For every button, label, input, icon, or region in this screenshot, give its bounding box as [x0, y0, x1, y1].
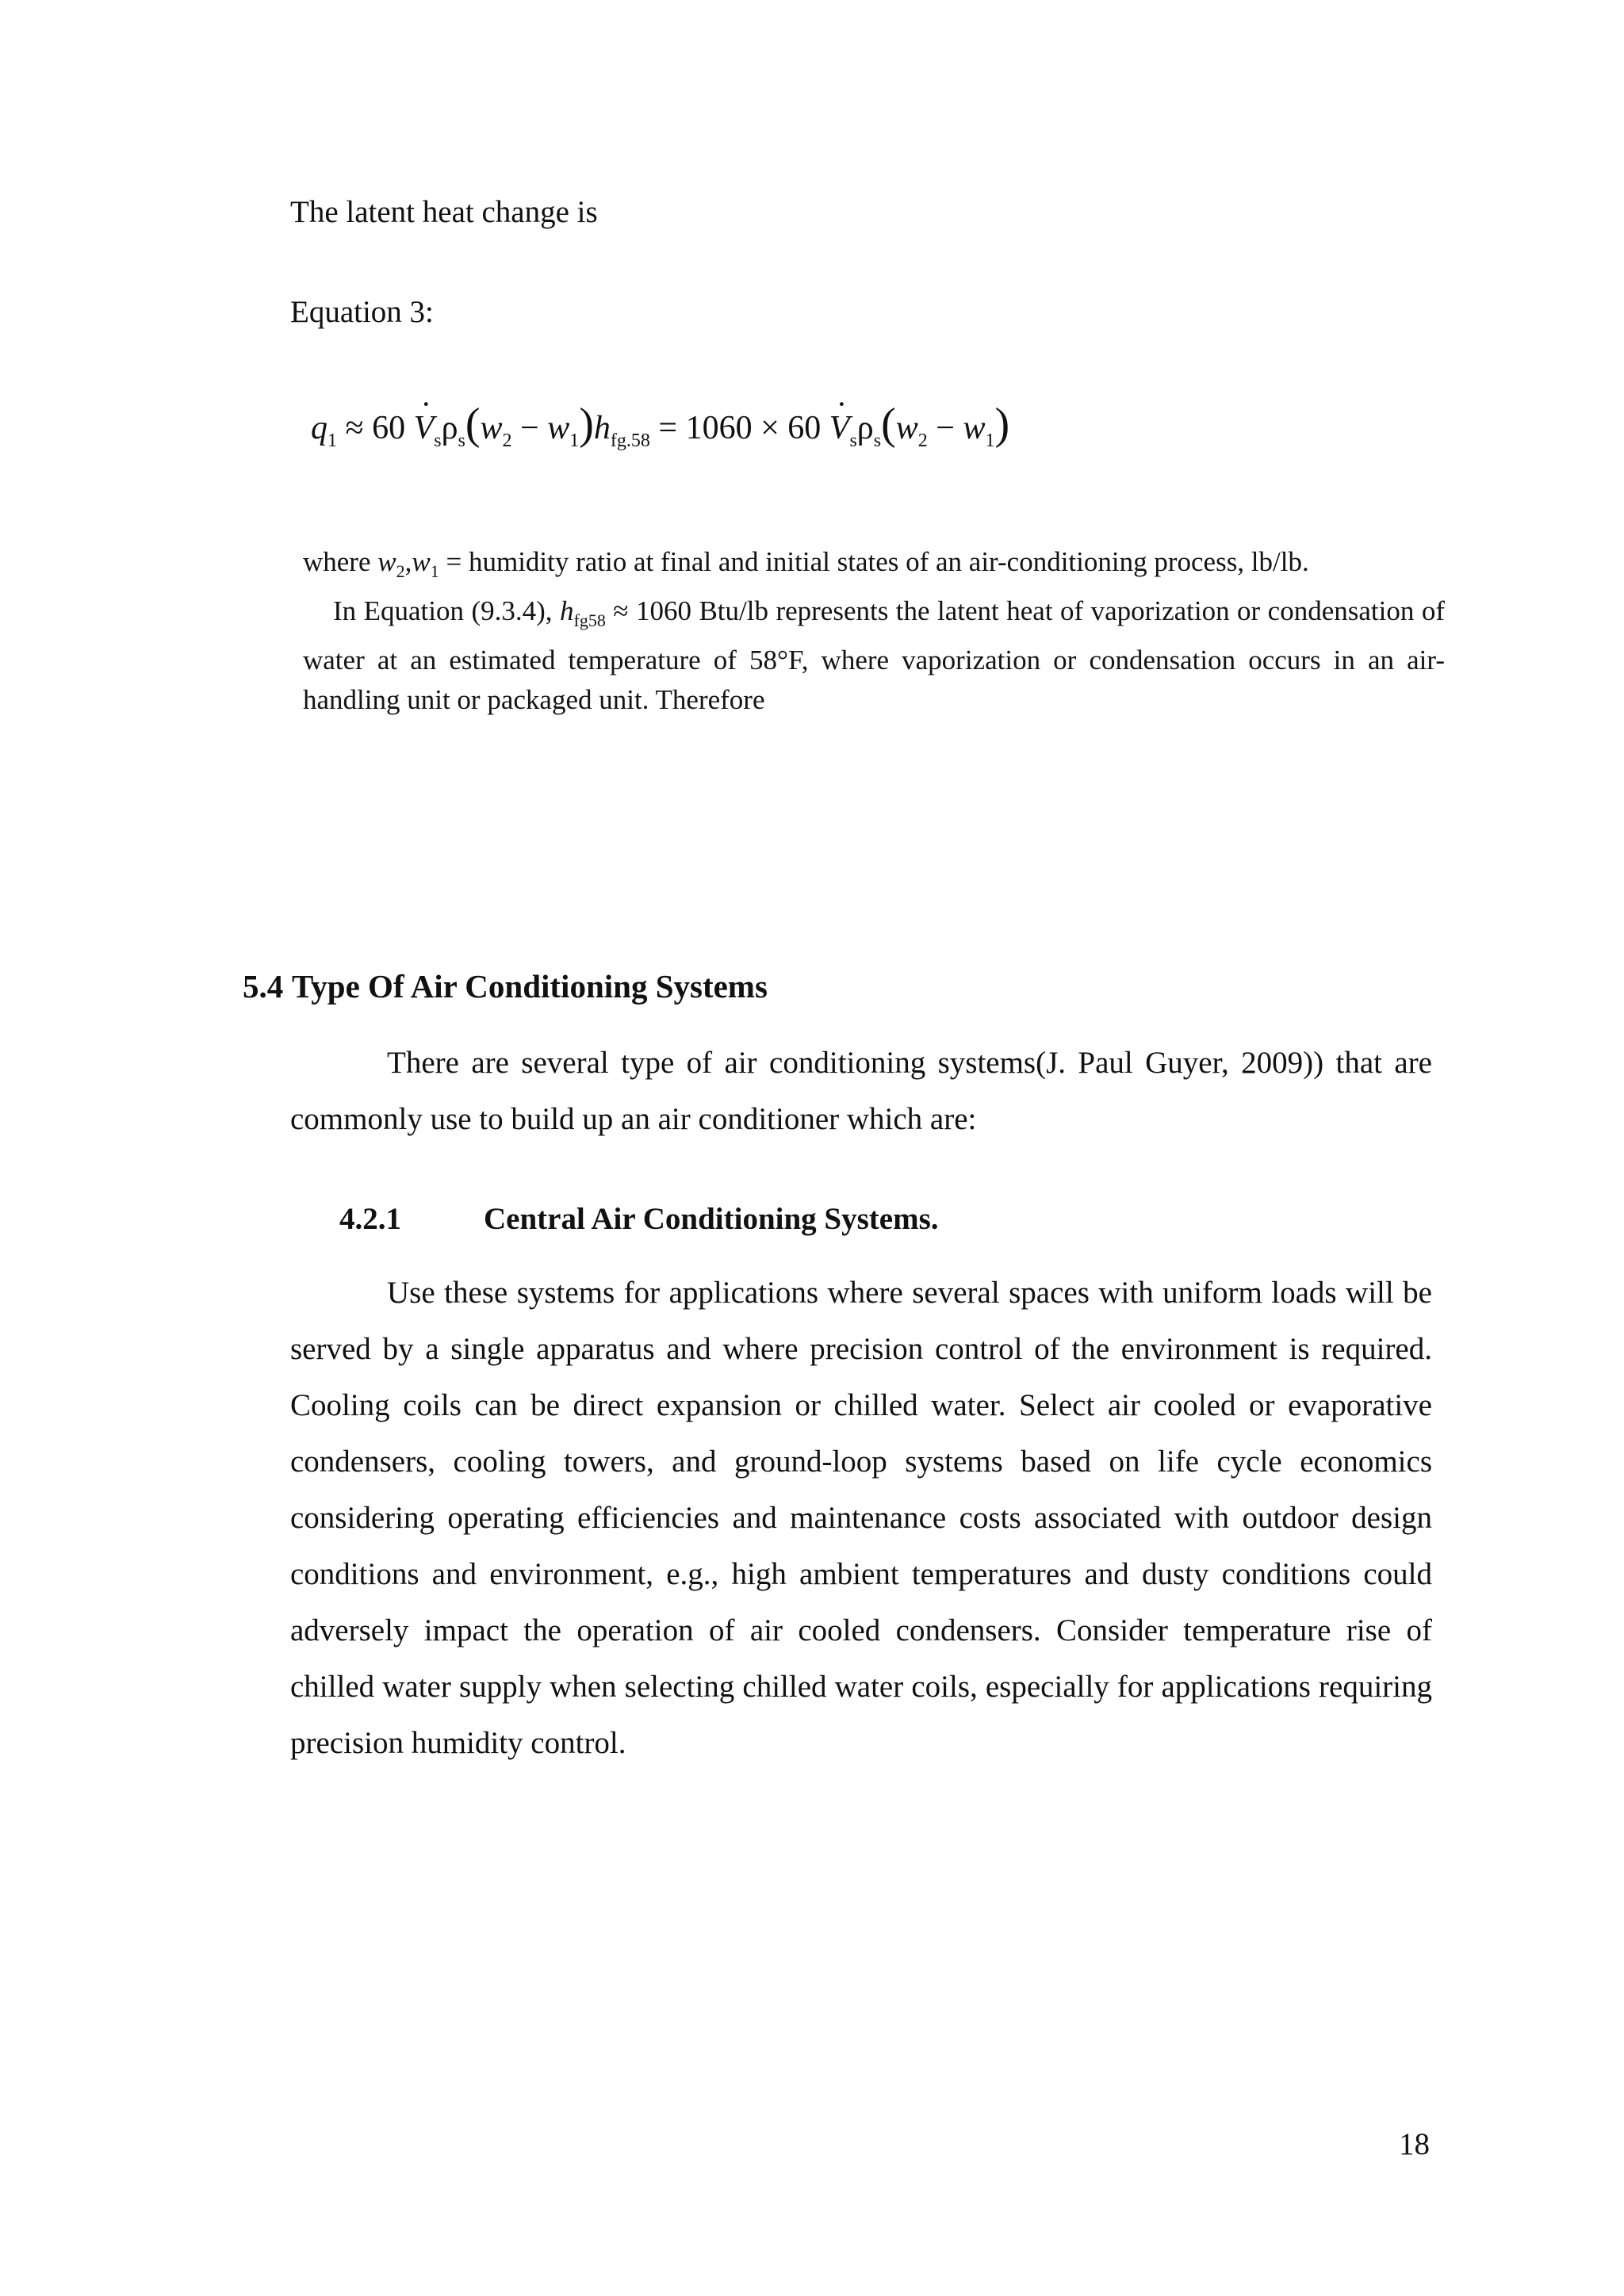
intro-paragraph: There are several type of air conditioning systems(J. Paul Guyer, 2009)) that are commonly use to build up an air conditioner which are:: [290, 1046, 1432, 1136]
book-excerpt: [303, 542, 1445, 720]
excerpt-definition: where $w_2,w_1$ = humidity ratio at final and initial states of an air-conditioning process, lb/lb.: [303, 546, 1309, 581]
equation-3: $q_1 \approx 60 \cdot V_s\rho_s(w_2 - w_1)h_{fg.58} = 1060 \times 60 \cdot V_s\rho_s(w_2 - w_1)$: [311, 400, 1009, 465]
section-heading: [243, 966, 768, 1007]
excerpt-explanation: In Equation (9.3.4), $h_{fg58} \approx 1060$ Btu/lb represents the latent heat of vaporization or condensation of water at an estimated temperature of 58°F, where vaporization or condensation occurs in an air-handling unit or packaged unit. Therefore: [303, 595, 1445, 715]
subsection-heading: [339, 1199, 939, 1240]
central-ac-paragraph: Use these systems for applications where several spaces with uniform loads will be served by a single apparatus and where precision control of the environment is required. Cooling coils can be direct expansion or chilled water. Select air cooled or evaporative condensers, cooling towers, and ground-loop systems based on life cycle economics considering operating efficiencies and maintenance costs associated with outdoor design conditions and environment, e.g., high ambient temperatures and dusty conditions could adversely impact the operation of air cooled condensers. Consider temperature rise of chilled water supply when selecting chilled water coils, especially for applications requiring precision humidity control.: [290, 1276, 1432, 1760]
section-number: 5.4: [243, 968, 284, 1004]
subsection-number: 4.2.1: [339, 1202, 401, 1236]
equation-label: Equation 3:: [290, 295, 434, 329]
page-number: 18: [1399, 2127, 1430, 2161]
section-title: Type Of Air Conditioning Systems: [292, 968, 768, 1004]
lead-text: The latent heat change is: [290, 195, 598, 229]
subsection-title: Central Air Conditioning Systems.: [484, 1202, 939, 1236]
